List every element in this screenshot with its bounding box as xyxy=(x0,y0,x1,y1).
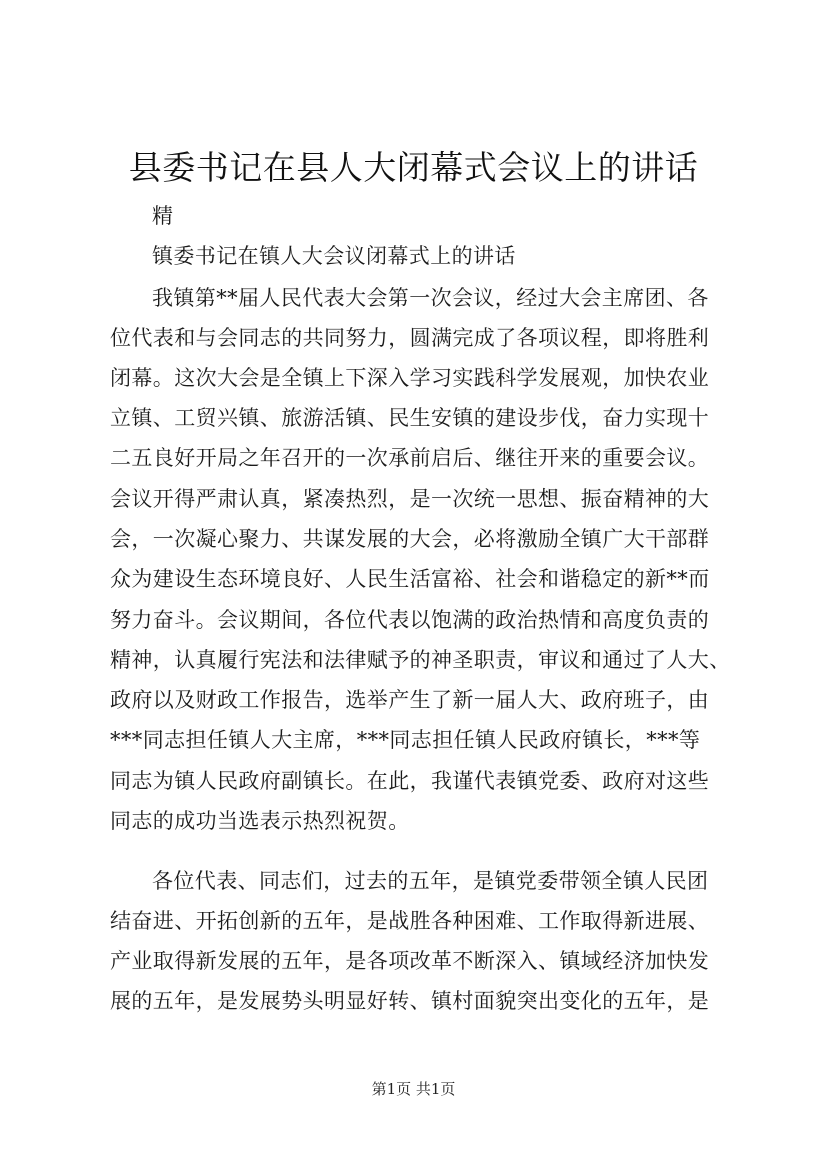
paragraph-line: ***同志担任镇人大主席，***同志担任镇人民政府镇长，***等 xyxy=(110,728,701,752)
paragraph-line: 二五良好开局之年召开的一次承前启后、继往开来的重要会议。 xyxy=(110,446,710,470)
document-tag: 精 xyxy=(152,204,174,228)
paragraph-line: 位代表和与会同志的共同努力，圆满完成了各项议程，即将胜利 xyxy=(110,326,710,350)
paragraph-line: 会议开得严肃认真，紧凑热烈，是一次统一思想、振奋精神的大 xyxy=(110,487,710,511)
paragraph-line: 产业取得新发展的五年，是各项改革不断深入、镇域经济加快发 xyxy=(110,949,710,973)
paragraph-line: 会，一次凝心聚力、共谋发展的大会，必将激励全镇广大干部群 xyxy=(110,527,710,551)
paragraph-line: 闭幕。这次大会是全镇上下深入学习实践科学发展观，加快农业 xyxy=(110,366,710,390)
paragraph-line: 同志为镇人民政府副镇长。在此，我谨代表镇党委、政府对这些 xyxy=(110,769,710,793)
paragraph-line: 展的五年，是发展势头明显好转、镇村面貌突出变化的五年，是 xyxy=(110,989,710,1013)
document-subtitle: 镇委书记在镇人大会议闭幕式上的讲话 xyxy=(152,244,516,268)
paragraph-line: 我镇第**届人民代表大会第一次会议，经过大会主席团、各 xyxy=(152,286,709,310)
paragraph-line: 同志的成功当选表示热烈祝贺。 xyxy=(110,809,410,833)
paragraph-line: 努力奋斗。会议期间，各位代表以饱满的政治热情和高度负责的 xyxy=(110,608,710,632)
paragraph-line: 各位代表、同志们，过去的五年，是镇党委带领全镇人民团 xyxy=(152,869,709,893)
paragraph-line: 众为建设生态环境良好、人民生活富裕、社会和谐稳定的新**而 xyxy=(110,567,710,591)
paragraph-line: 政府以及财政工作报告，选举产生了新一届人大、政府班子，由 xyxy=(110,688,710,712)
paragraph-line: 结奋进、开拓创新的五年，是战胜各种困难、工作取得新进展、 xyxy=(110,909,710,933)
document-title: 县委书记在县人大闭幕式会议上的讲话 xyxy=(128,148,699,187)
page-footer: 第1页 共1页 xyxy=(371,1080,456,1098)
paragraph-line: 精神，认真履行宪法和法律赋予的神圣职责，审议和通过了人大、 xyxy=(110,648,731,672)
paragraph-line: 立镇、工贸兴镇、旅游活镇、民生安镇的建设步伐，奋力实现十 xyxy=(110,406,710,430)
